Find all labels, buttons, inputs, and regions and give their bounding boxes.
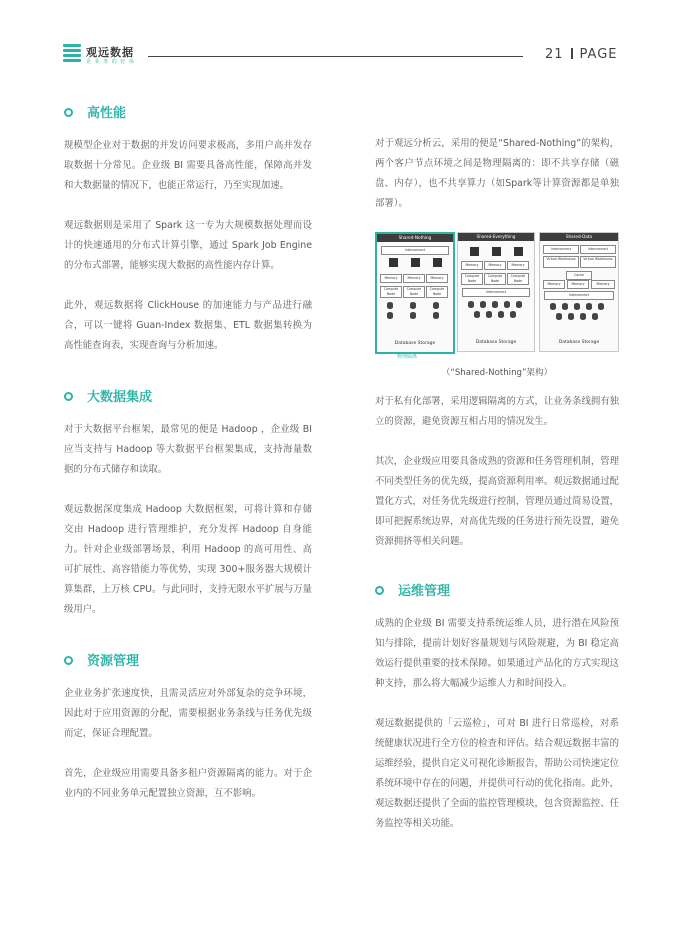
database-icon (433, 302, 439, 309)
bullet-circle-icon (64, 392, 73, 401)
cpu-chip-icon (470, 247, 479, 256)
paragraph: 规模型企业对于数据的并发访问要求极高，多用户高并发存取数据十分常见。企业级 BI 需要具备高性能，保障高并发和大数据量的情况下，也能正常运行，乃至实现加速。 (64, 140, 312, 191)
virtual-warehouse-box: Virtual Warehouse (580, 256, 616, 268)
memory-box: Memory (484, 261, 506, 270)
interconnect-box: Interconnect (544, 291, 614, 300)
database-icon (480, 301, 486, 308)
figure-caption: （“Shared-Nothing”架构） (441, 368, 553, 378)
section-title: 资源管理 (87, 654, 140, 669)
paragraph: 对于观远分析云，采用的便是“Shared-Nothing”的架构，两个客户节点环境之间是物理隔离的：即不共享存储（磁盘、内存），也不共享算力（如Spark等计算资源都是单独部署）。 (375, 138, 619, 209)
interconnect-box: Interconnect (462, 288, 530, 297)
brand-logo-icon (63, 44, 81, 64)
paragraph: 观远数据提供的「云巡检」，可对 BI 进行日常巡检，对系统健康状况进行全方位的检查和评估。结合观远数据丰富的运维经验，提供自定义可视化诊断报告，帮助公司快速定位系统环境中存在的问题，并提供可行动的优化指南。此外，观远数据还提供了全面的监控管理模块，包含资源监控、任务监控等相关功能。 (375, 718, 619, 829)
database-icon (568, 313, 574, 320)
section-bigdata (64, 384, 312, 620)
database-icon (433, 312, 439, 319)
section-title: 大数据集成 (87, 390, 153, 405)
page-indicator (545, 47, 618, 62)
paragraph: 其次，企业级应用要具备成熟的资源和任务管理机制，管理不同类型任务的优先级，提高资源利用率。观远数据通过配置化方式，对任务优先级进行控制，管理员通过简易设置，即可把握系统边界，对高优先级的任务进行预先设置，避免资源拥挤等相关问题。 (375, 456, 619, 547)
database-icon (474, 311, 480, 318)
database-icon (504, 301, 510, 308)
virtual-warehouse-box: Virtual Warehouse (543, 256, 579, 268)
header-divider (148, 56, 523, 57)
interconnect-box: Interconnect (580, 245, 616, 254)
memory-box: Memory (591, 280, 615, 289)
database-icon (574, 303, 580, 310)
panel-title: Shared-Data (540, 233, 618, 241)
page-number: 21 (545, 47, 564, 62)
section-title: 高性能 (87, 106, 127, 121)
memory-box: Memory (507, 261, 529, 270)
database-icon (468, 301, 474, 308)
paragraph: 首先，企业级应用需要具备多租户资源隔离的能力。对于企业内的不同业务单元配置独立资源，互不影响。 (64, 768, 312, 799)
database-icon (592, 313, 598, 320)
cpu-chip-icon (514, 247, 523, 256)
database-icon (510, 311, 516, 318)
section-heading (64, 100, 312, 124)
memory-box: Memory (461, 261, 483, 270)
left-column (64, 100, 312, 804)
right-column (375, 100, 619, 834)
bullet-circle-icon (375, 586, 384, 595)
cpu-chip-icon (389, 258, 398, 267)
database-icon (586, 303, 592, 310)
interconnect-box: Interconnect (543, 245, 579, 254)
database-icon (410, 312, 416, 319)
paragraph: 此外，观远数据将 ClickHouse 的加速能力与产品进行融合，可以一键将 Guan-Index 数据集、ETL 数据集转换为高性能查询表，实现查询与分析加速。 (64, 300, 312, 351)
compute-node-box: Compute Node (461, 273, 483, 285)
memory-box: Memory (380, 274, 402, 283)
section-heading (64, 384, 312, 408)
compute-node-box: Compute Node (484, 273, 506, 285)
paragraph: 对于大数据平台框架，最常见的便是 Hadoop ，企业级 BI 应当支持与 Hadoop 等大数据平台框架集成，支持海量数据的分布式储存和读取。 (64, 424, 312, 475)
section-performance (64, 100, 312, 356)
page-header (0, 0, 676, 80)
brand-tagline: 企 业 务 的 轻 体 (86, 59, 135, 65)
panel-shared-nothing (375, 232, 455, 360)
panel-footer: Database Storage (558, 340, 600, 345)
memory-box: Memory (543, 280, 565, 289)
panel-title: Shared-Everything (458, 233, 534, 241)
cpu-chip-icon (492, 247, 501, 256)
database-icon (387, 302, 393, 309)
database-icon (492, 301, 498, 308)
database-icon (598, 303, 604, 310)
section-title: 运维管理 (398, 584, 451, 599)
compute-node-box: Compute Node (403, 286, 425, 298)
cpu-chip-icon (433, 258, 442, 267)
paragraph: 观远数据则是采用了 Spark 这一专为大规模数据处理而设计的快速通用的分布式计算引擎，通过 Spark Job Engine 的分布式部署，能够实现大数据的高性能内存计算。 (64, 220, 312, 271)
bullet-circle-icon (64, 656, 73, 665)
database-icon (410, 302, 416, 309)
database-icon (556, 313, 562, 320)
isolation-label: 物理隔离 (397, 354, 418, 360)
compute-node-box: Compute Node (380, 286, 402, 298)
cache-box: Cache (566, 271, 592, 280)
compute-node-box: Compute Node (426, 286, 448, 298)
database-icon (580, 313, 586, 320)
database-icon (562, 303, 568, 310)
section-heading (64, 648, 312, 672)
database-icon (498, 311, 504, 318)
memory-box: Memory (403, 274, 425, 283)
brand-name: 观远数据 (86, 46, 134, 59)
panel-footer: Database Storage (394, 341, 436, 346)
memory-box: Memory (567, 280, 589, 289)
page-label: PAGE (579, 47, 618, 62)
section-resource (64, 648, 312, 804)
compute-node-box: Compute Node (507, 273, 529, 285)
page-separator (571, 48, 573, 59)
section-heading (375, 578, 619, 602)
database-icon (486, 311, 492, 318)
bullet-circle-icon (64, 108, 73, 117)
paragraph: 对于私有化部署，采用逻辑隔离的方式，让业务条线拥有独立的资源，避免资源互相占用的情况发生。 (375, 396, 619, 427)
paragraph: 成熟的企业级 BI 需要支持系统运维人员，进行潜在风险预知与排除，提前计划好容量规划与风险规避，为 BI 稳定高效运行提供重要的技术保障。如果通过产品化的方式实现这种支持，那么将大幅减少运维人力和时间投入。 (375, 618, 619, 689)
panel-shared-everything (457, 232, 535, 352)
paragraph: 企业业务扩张速度快，且需灵活应对外部复杂的竞争环境，因此对于应用资源的分配，需要根据业务条线与任务优先级而定，保证合理配置。 (64, 688, 312, 739)
panel-title: Shared-Nothing (377, 234, 453, 242)
architecture-figure (375, 232, 619, 360)
database-icon (387, 312, 393, 319)
cpu-chip-icon (411, 258, 420, 267)
database-icon (516, 301, 522, 308)
paragraph: 观远数据深度集成 Hadoop 大数据框架，可将计算和存储交由 Hadoop 进行管理维护，充分发挥 Hadoop 自身能力。针对企业级部署场景，利用 Hadoop 的高可用性、高可扩展性、高容错能力等优势，实现 300+服务器大规模计算集群，上万核 CPU。与此同时，支持无限水平扩展与万量级用户。 (64, 504, 312, 615)
panel-shared-data (539, 232, 619, 352)
panel-footer: Database Storage (475, 340, 517, 345)
memory-box: Memory (426, 274, 448, 283)
interconnect-box: Interconnect (381, 246, 449, 255)
database-icon (550, 303, 556, 310)
